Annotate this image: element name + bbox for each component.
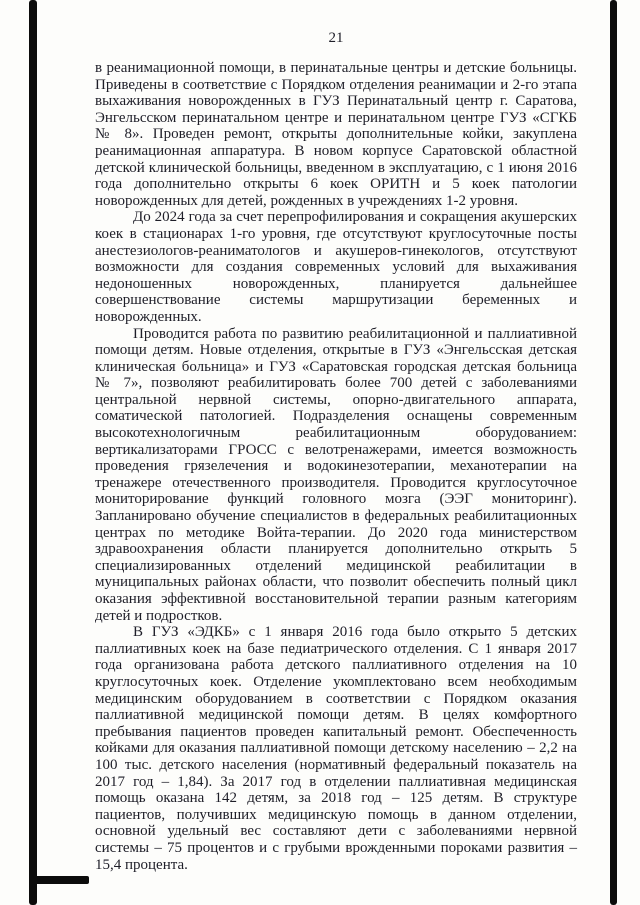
- scan-edge-right: [610, 0, 617, 905]
- page-body: [95, 60, 577, 873]
- paragraph-rehabilitation: Проводится работа по развитию реабилитационной и паллиативной помощи детям. Новые отделения, открытые в ГУЗ «Энгельсская детская клиническая больница» и ГУЗ «Саратовская городская детская больница № 7», позволяют реабилитировать более 700 детей с заболеваниями центральной нервной системы, опорно-двигательного аппарата, соматической патологией. Подразделения оснащены современным высокотехнологичным реабилитационным оборудованием: вертикализаторами ГРОСС с велотренажерами, имеется возможность проведения грязелечения и водокинезотерапии, механотерапии на тренажере отечественного производителя. Проводится круглосуточное мониторирование функций головного мозга (ЭЭГ мониторинг). Запланировано обучение специалистов в федеральных реабилитационных центрах по методике Войта-терапии. До 2020 года министерством здравоохранения области планируется дополнительно открыть 5 специализированных отделений медицинской реабилитации в муниципальных районах области, что позволит обеспечить полный цикл оказания эффективной восстановительной терапии разным категориям детей и подростков.: [95, 325, 577, 624]
- scan-edge-left: [29, 0, 37, 905]
- page-number: 21: [328, 30, 344, 46]
- paragraph-2024-plans: До 2024 года за счет перепрофилирования и сокращения акушерских коек в стационарах 1-го уровня, где отсутствуют круглосуточные посты анестезиологов-реаниматологов и акушеров-гинекологов, отсутствуют возможности для создания современных условий для выхаживания недоношенных новорожденных, планируется дальнейшее совершенствование системы маршрутизации беременных и новорожденных.: [95, 209, 577, 325]
- paragraph-reanimation-help: в реанимационной помощи, в перинатальные центры и детские больницы. Приведены в соответствие с Порядком отделения реанимации и 2-го этапа выхаживания новорожденных в ГУЗ Перинатальный центр г. Саратова, Энгельсском перинатальном центре и перинатальном центре ГУЗ «СГКБ № 8». Проведен ремонт, открыты дополнительные койки, закуплена реанимационная аппаратура. В новом корпусе Саратовской областной детской клинической больницы, введенном в эксплуатацию, с 1 июня 2016 года дополнительно открыты 6 коек ОРИТН и 5 коек патологии новорожденных для детей, рожденных в учреждениях 1-2 уровня.: [95, 60, 577, 209]
- paragraph-palliative-care: В ГУЗ «ЭДКБ» с 1 января 2016 года было открыто 5 детских паллиативных коек на базе педиатрического отделения. С 1 января 2017 года организована работа детского паллиативного отделения на 10 круглосуточных коек. Отделение укомплектовано всем необходимым медицинским оборудованием в соответствии с Порядком оказания паллиативной медицинской помощи детям. В целях комфортного пребывания пациентов проведен капитальный ремонт. Обеспеченность койками для оказания паллиативной помощи детскому населению – 2,2 на 100 тыс. детского населения (нормативный федеральный показатель на 2017 год – 1,84). За 2017 год в отделении паллиативная медицинская помощь оказана 142 детям, за 2018 год – 125 детям. В структуре пациентов, получивших медицинскую помощь в данном отделении, основной удельный вес составляют дети с заболеваниями нервной системы – 75 процентов и с грубыми врожденными пороками развития – 15,4 процента.: [95, 624, 577, 873]
- scan-mark-bottom-left: [31, 876, 89, 884]
